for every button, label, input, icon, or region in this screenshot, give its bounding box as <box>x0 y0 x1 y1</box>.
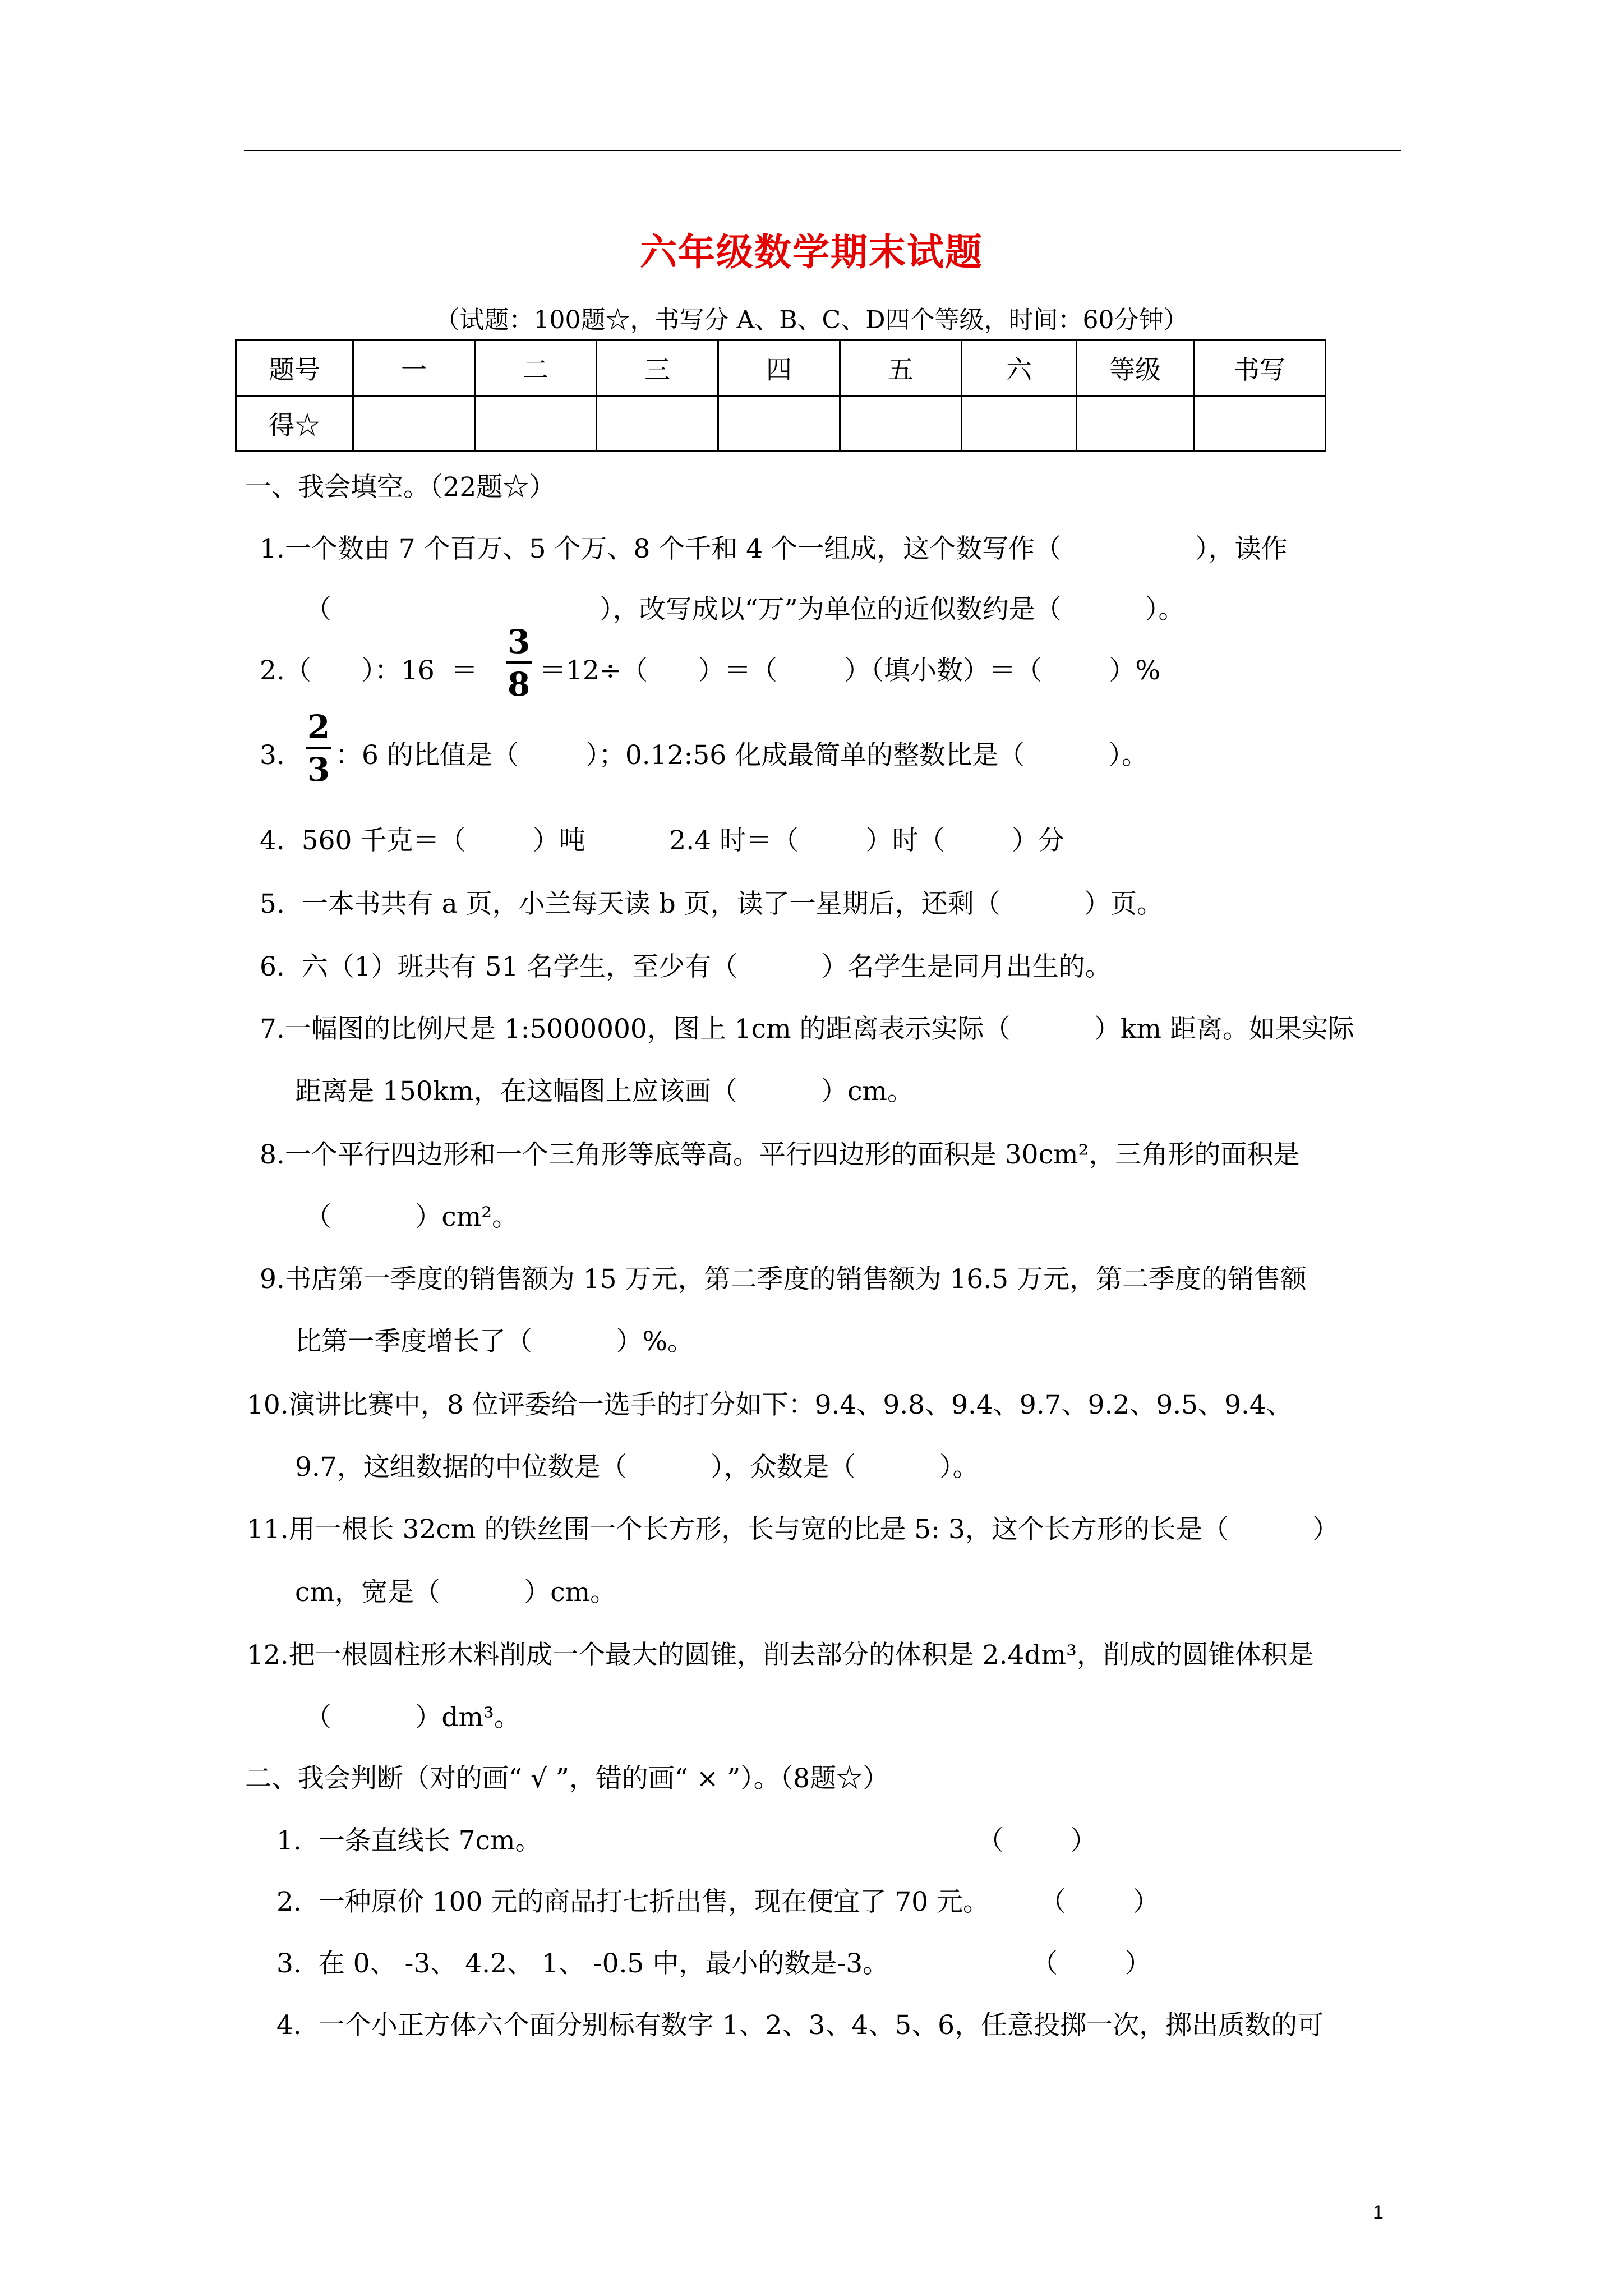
score-cell[interactable] <box>1194 396 1326 452</box>
score-table-header-row <box>236 341 1326 396</box>
section-heading: 二、我会判断（对的画“ √ ”，错的画“ × ”）。（8题☆） <box>245 1763 889 1794</box>
fraction-numerator: 2 <box>307 708 330 746</box>
question-line: 12.把一根圆柱形木料削成一个最大的圆锥，削去部分的体积是 2.4dm³，削成的圆锥体积是 <box>247 1640 1314 1671</box>
question-line: （ ）cm²。 <box>305 1202 519 1232</box>
fraction <box>306 708 331 789</box>
score-cell[interactable] <box>353 396 475 452</box>
table-header-cell: 六 <box>962 341 1077 396</box>
question-line: 3. <box>260 740 285 771</box>
fraction-bar <box>506 661 532 664</box>
question-line: 2. 一种原价 100 元的商品打七折出售，现在便宜了 70 元。 （ ） <box>276 1887 1160 1917</box>
question-line: 距离是 150km，在这幅图上应该画（ ）cm。 <box>295 1076 914 1107</box>
question-line: 比第一季度增长了（ ）%。 <box>295 1326 694 1357</box>
score-table-score-row <box>236 396 1326 452</box>
question-line: 3. 在 0、 -3、 4.2、 1、 -0.5 中，最小的数是-3。 （ ） <box>276 1948 1151 1979</box>
question-line: cm，宽是（ ）cm。 <box>295 1577 617 1608</box>
table-header-cell: 三 <box>597 341 718 396</box>
fraction-numerator: 3 <box>507 623 531 661</box>
fraction-denominator: 3 <box>307 751 330 789</box>
question-line: 9.7，这组数据的中位数是（ ），众数是（ ）。 <box>295 1452 979 1483</box>
score-table <box>235 339 1326 452</box>
question-line: 6. 六（1）班共有 51 名学生，至少有（ ）名学生是同月出生的。 <box>260 951 1112 982</box>
fraction <box>506 625 532 701</box>
page-number: 1 <box>1373 2202 1384 2223</box>
question-line: 7.一幅图的比例尺是 1:5000000，图上 1cm 的距离表示实际（ ）km 距离。如果实际 <box>260 1014 1354 1045</box>
question-line: 1.一个数由 7 个百万、5 个万、8 个千和 4 个一组成，这个数写作（ ），读作 <box>260 533 1288 564</box>
table-header-cell: 一 <box>353 341 475 396</box>
question-line: ：6 的比值是（ ）；0.12:56 化成最简单的整数比是（ ）。 <box>335 740 1148 771</box>
score-cell[interactable] <box>840 396 962 452</box>
question-line: 2.（ ）：16 ＝ <box>260 655 478 686</box>
score-cell[interactable] <box>718 396 840 452</box>
table-header-cell: 等级 <box>1077 341 1194 396</box>
table-header-cell: 二 <box>475 341 597 396</box>
question-line: 11.用一根长 32cm 的铁丝围一个长方形，长与宽的比是 5: 3，这个长方形的长是（ ） <box>247 1514 1339 1545</box>
question-line: 1. 一条直线长 7cm。 （ ） <box>276 1825 1097 1856</box>
table-header-cell: 书写 <box>1194 341 1326 396</box>
page-title: 六年级数学期末试题 <box>640 230 983 274</box>
question-line: （ ），改写成以“万”为单位的近似数约是（ ）。 <box>305 594 1185 625</box>
score-cell[interactable] <box>597 396 718 452</box>
exam-info: （试题：100题☆，书写分 A、B、C、D四个等级，时间：60分钟） <box>435 306 1188 334</box>
table-header-cell: 题号 <box>236 341 353 396</box>
header-rule <box>244 150 1401 151</box>
question-line: ＝12÷（ ）＝（ ）（填小数）＝（ ）% <box>540 655 1161 686</box>
question-line: 5. 一本书共有 a 页，小兰每天读 b 页，读了一星期后，还剩（ ）页。 <box>260 889 1163 919</box>
section-heading: 一、我会填空。（22题☆） <box>245 472 556 503</box>
question-line: 4. 560 千克＝（ ）吨 2.4 时＝（ ）时（ ）分 <box>260 825 1065 856</box>
table-header-cell: 四 <box>718 341 840 396</box>
score-cell[interactable] <box>962 396 1077 452</box>
fraction-denominator: 8 <box>507 665 531 703</box>
question-line: 10.演讲比赛中，8 位评委给一选手的打分如下：9.4、9.8、9.4、9.7、9.2、9.5、9.4、 <box>247 1389 1293 1420</box>
fraction-bar <box>306 747 331 749</box>
table-row-label: 得☆ <box>236 396 353 452</box>
table-header-cell: 五 <box>840 341 962 396</box>
score-cell[interactable] <box>1077 396 1194 452</box>
question-line: 4. 一个小正方体六个面分别标有数字 1、2、3、4、5、6，任意投掷一次，掷出质数的可 <box>276 2010 1324 2041</box>
question-line: 8.一个平行四边形和一个三角形等底等高。平行四边形的面积是 30cm²，三角形的面积是 <box>260 1139 1300 1170</box>
question-line: 9.书店第一季度的销售额为 15 万元，第二季度的销售额为 16.5 万元，第二季度的销售额 <box>260 1264 1307 1295</box>
score-cell[interactable] <box>475 396 597 452</box>
question-line: （ ）dm³。 <box>305 1702 520 1733</box>
